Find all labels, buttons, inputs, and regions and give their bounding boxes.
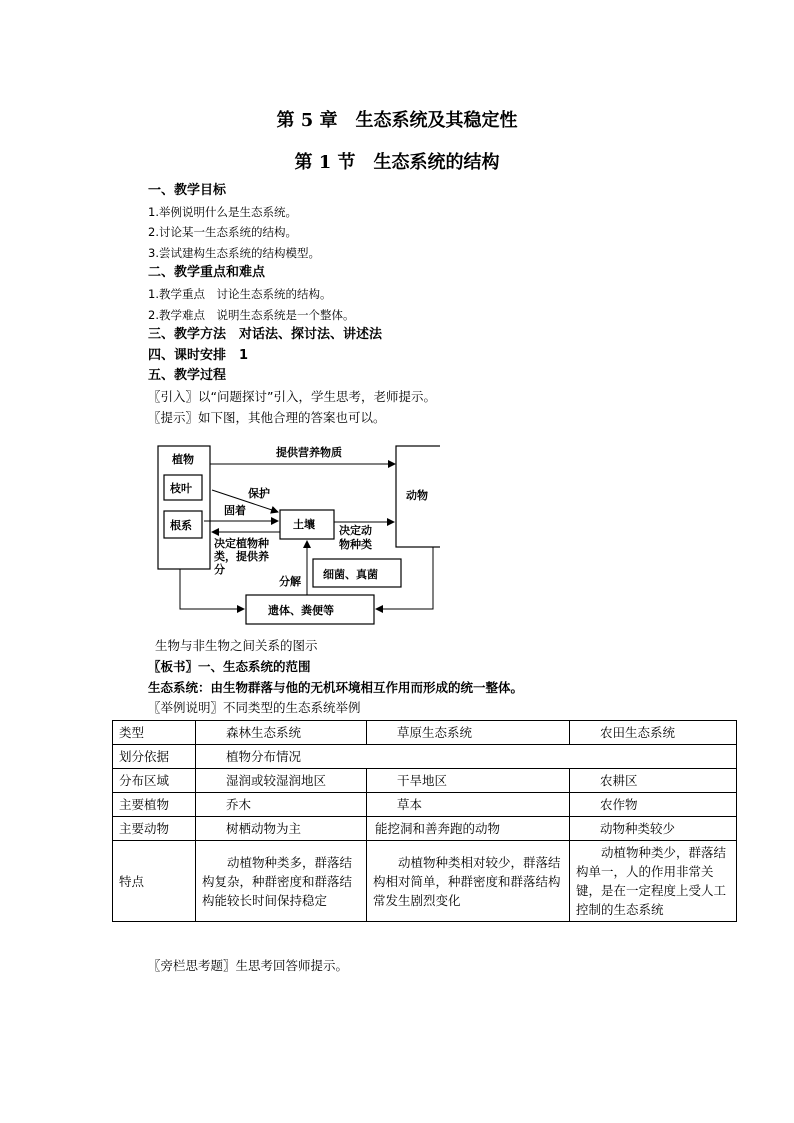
keypoints-heading: 二、教学重点和难点 [148,265,266,281]
ecosystem-table [112,720,737,922]
table-row [113,841,737,922]
decide-animal-2: 物种类 [339,538,372,551]
plant-to-remains-arrow [180,569,244,609]
table-row [113,793,737,817]
lesson-body [148,181,708,428]
footer-text: 〖旁栏思考题〗生思考回答师提示。 [148,958,349,973]
table-cell: 草原生态系统 [367,721,570,745]
animal-to-remains-arrow [376,547,433,609]
animal-label: 动物 [406,489,428,502]
table-cell: 树栖动物为主 [196,817,367,841]
table-cell: 主要动物 [113,817,196,841]
intro-text: 〖引入〗以“问题探讨”引入，学生思考，老师提示。 [148,388,436,404]
methods-heading: 三、教学方法 对话法、探讨法、讲述法 [148,327,383,343]
board-text: 〖板书〗一、生态系统的范围 [148,659,311,674]
table-cell: 动植物种类相对较少，群落结构相对简单，种群密度和群落结构常发生剧烈变化 [367,841,570,922]
keypoint-item: 2.教学难点 说明生态系统是一个整体。 [148,307,355,322]
table-row [113,769,737,793]
nutrients-label: 提供营养物质 [276,446,342,459]
table-cell: 划分依据 [113,745,196,769]
example-label: 〖举例说明〗不同类型的生态系统举例 [148,700,361,716]
table-cell: 农耕区 [570,769,737,793]
decompose-label: 分解 [279,575,301,588]
relationship-diagram [152,440,440,626]
microbe-label: 细菌、真菌 [323,568,378,581]
decide-plant-2: 类，提供养 [214,550,269,563]
table-cell: 农田生态系统 [570,721,737,745]
protect-label: 保护 [248,487,270,500]
keypoint-item: 1.教学重点 讨论生态系统的结构。 [148,286,332,301]
section-title: 第 1 节 生态系统的结构 [294,152,500,173]
table-cell: 森林生态系统 [196,721,367,745]
table-cell: 类型 [113,721,196,745]
process-heading: 五、教学过程 [148,368,227,384]
table-cell: 特点 [113,841,196,922]
diagram-caption: 生物与非生物之间关系的图示 [155,638,318,653]
schedule-heading: 四、课时安排 1 [148,347,249,363]
objective-item: 2.讨论某一生态系统的结构。 [148,225,297,240]
definition-text: 生态系统：由生物群落与他的无机环境相互作用而形成的统一整体。 [148,679,524,695]
table-cell: 动植物种类少，群落结构单一，人的作用非常关键，是在一定程度上受人工控制的生态系统 [570,841,737,922]
table-cell: 植物分布情况 [196,745,737,769]
table-row [113,745,737,769]
remains-label: 遗体、粪便等 [268,604,334,617]
table-cell: 乔木 [196,793,367,817]
board-section [148,657,708,719]
table-row [113,817,737,841]
decide-plant-1: 决定植物种 [214,537,269,550]
objective-item: 1.举例说明什么是生态系统。 [148,204,297,219]
table-cell: 农作物 [570,793,737,817]
table-row [113,721,737,745]
chapter-title: 第 5 章 生态系统及其稳定性 [276,110,518,131]
table-cell: 干旱地区 [367,769,570,793]
table-cell: 分布区域 [113,769,196,793]
root-label: 根系 [170,519,192,532]
table-cell: 动物种类较少 [570,817,737,841]
decide-plant-3: 分 [214,563,225,576]
objective-item: 3.尝试建构生态系统的结构模型。 [148,245,320,260]
leaf-label: 枝叶 [170,482,192,495]
table-cell: 动植物种类多，群落结构复杂，种群密度和群落结构能较长时间保持稳定 [196,841,367,922]
hint-text: 〖提示〗如下图，其他合理的答案也可以。 [148,409,386,425]
table-cell: 湿润或较湿润地区 [196,769,367,793]
decide-animal-1: 决定动 [339,524,372,537]
plant-label: 植物 [172,453,194,466]
table-cell: 主要植物 [113,793,196,817]
table-cell: 能挖洞和善奔跑的动物 [367,817,570,841]
soil-label: 土壤 [293,518,315,531]
table-cell: 草本 [367,793,570,817]
objectives-heading: 一、教学目标 [148,183,227,198]
fix-label: 固着 [224,504,246,517]
